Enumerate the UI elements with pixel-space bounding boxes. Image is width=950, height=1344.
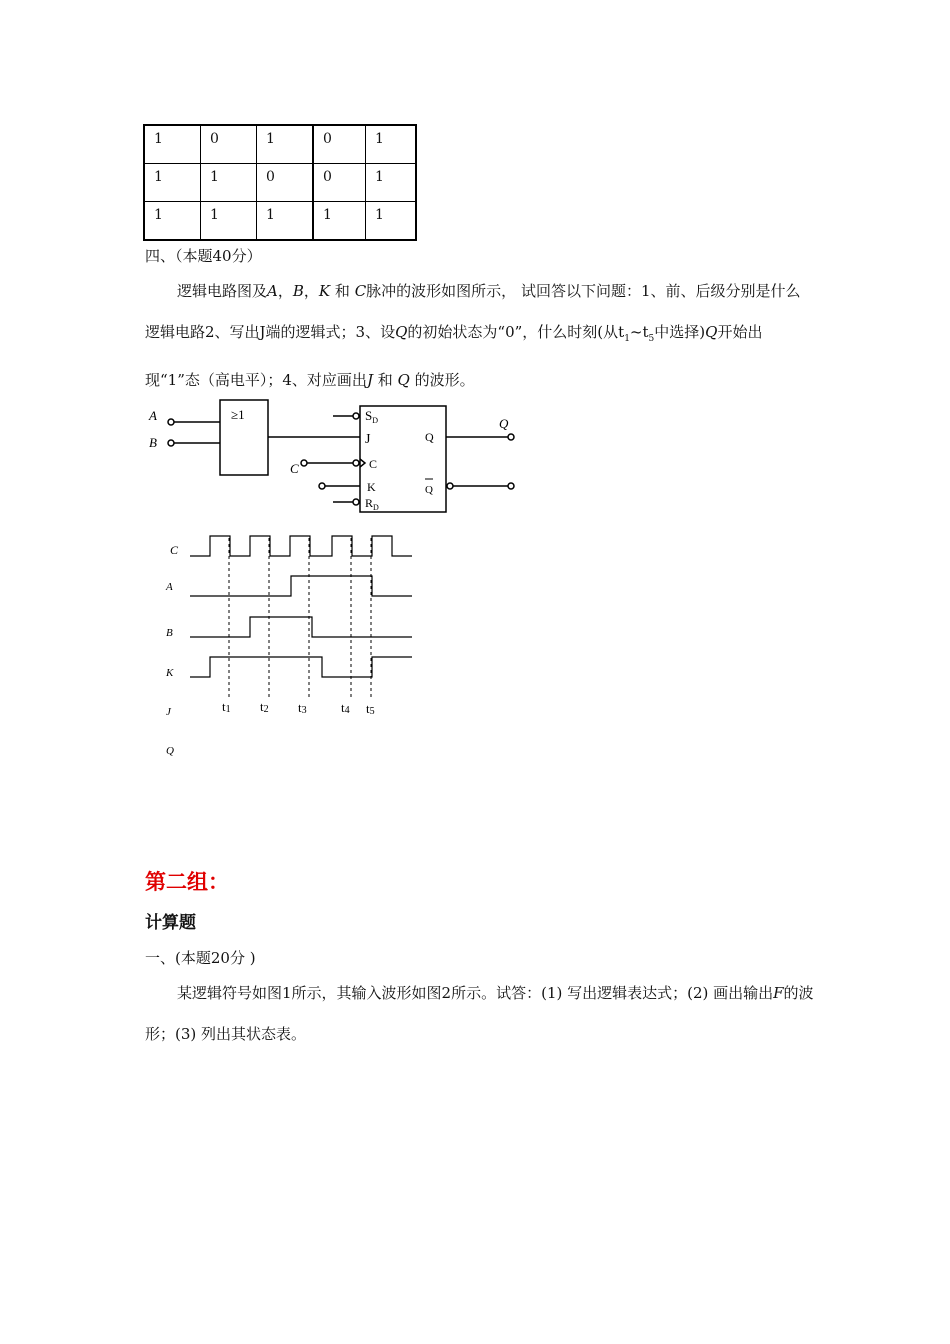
text-run: 脉冲的波形如图所示， 试回答以下问题：1、前、后级分别是什么逻辑电路2、写出J端的逻辑式；3、设: [145, 282, 801, 341]
text-run: 的波形。: [409, 371, 475, 389]
group-2-q1-heading: 一、(本题20分 ): [145, 949, 256, 967]
text-run: 中选择): [654, 323, 706, 341]
label-clock-c: C: [290, 461, 299, 476]
table-cell: 1: [201, 164, 257, 202]
sd-inversion-bubble: [353, 413, 359, 419]
clock-terminal: [301, 460, 307, 466]
text-run: 的初始状态为“0”，什么时刻(从t: [407, 323, 625, 341]
var-q: Q: [705, 323, 718, 341]
or-gate-symbol: ≥1: [231, 407, 245, 422]
table-cell: 0: [313, 164, 366, 202]
table-cell: 1: [366, 125, 417, 164]
var-c: C: [354, 282, 367, 300]
waveform-c: [190, 536, 412, 556]
wave-label-a: A: [166, 581, 173, 593]
subscript-5: 5: [648, 334, 655, 344]
qbar-output-terminal: [508, 483, 514, 489]
group-2-q1-paragraph: [145, 973, 815, 1055]
section-4-paragraph: [145, 271, 815, 401]
table-cell: 1: [366, 202, 417, 241]
qbar-inversion-bubble: [447, 483, 453, 489]
time-label-t1: t1: [222, 699, 231, 715]
label-output-q: Q: [499, 416, 509, 431]
clock-inversion-bubble: [353, 460, 359, 466]
rd-inversion-bubble: [353, 499, 359, 505]
pin-j: J: [365, 432, 371, 447]
var-f: F: [773, 984, 784, 1002]
wave-label-b: B: [166, 627, 173, 639]
time-label-t2: t2: [260, 699, 269, 715]
pin-qbar: Q: [425, 484, 433, 496]
subscript-1: 1: [624, 334, 630, 344]
wave-label-q: Q: [166, 745, 174, 757]
label-b: B: [149, 435, 157, 450]
table-cell: 1: [144, 202, 201, 241]
var-b: B: [292, 282, 304, 300]
table-row: [144, 125, 416, 164]
text-run: ，: [277, 282, 293, 300]
table-cell: 0: [313, 125, 366, 164]
section-4-question: [145, 271, 815, 401]
waveform-a: [190, 576, 412, 596]
q-output-terminal: [508, 434, 514, 440]
pin-c: C: [369, 457, 378, 471]
var-q: Q: [397, 371, 410, 389]
text-run: 某逻辑符号如图1所示，其输入波形如图2所示。试答：(1) 写出逻辑表达式；(2) 画出输出: [177, 984, 774, 1002]
table-cell: 1: [313, 202, 366, 241]
table-cell: 1: [257, 125, 314, 164]
pin-rd: $R_D$: [365, 496, 379, 512]
text-run: 和: [372, 371, 398, 389]
table-cell: 1: [144, 164, 201, 202]
waveform-b: [190, 617, 412, 637]
waveform-k: [190, 657, 412, 677]
logic-circuit-diagram: [140, 395, 530, 520]
var-j: J: [366, 371, 373, 389]
group-2-title: 第二组：: [145, 870, 229, 894]
timing-diagram: [150, 530, 420, 765]
calculation-heading: 计算题: [145, 913, 196, 933]
wave-label-k: K: [166, 667, 174, 679]
table-cell: 1: [144, 125, 201, 164]
var-a: A: [267, 282, 278, 300]
table-cell: 0: [257, 164, 314, 202]
text-run: 和: [330, 282, 355, 300]
pin-q: Q: [425, 430, 434, 444]
text-run: 开始出现“1”态（高电平）；4、对应画出: [145, 323, 763, 389]
text-run: ，: [303, 282, 319, 300]
k-terminal: [319, 483, 325, 489]
text-run: ~t: [629, 323, 649, 341]
table-cell: 1: [257, 202, 314, 241]
section-4-heading: 四、（本题40分）: [145, 247, 262, 265]
input-a-terminal: [168, 419, 174, 425]
label-a: A: [149, 408, 157, 423]
group-2-q1-text: [145, 973, 815, 1055]
table-row: [144, 164, 416, 202]
pin-sd: $S_D$: [365, 408, 379, 425]
table-row: [144, 202, 416, 241]
text-run: 逻辑电路图及: [177, 282, 268, 300]
truth-table-body: [144, 125, 416, 240]
var-k: K: [318, 282, 331, 300]
input-b-terminal: [168, 440, 174, 446]
var-q: Q: [395, 323, 408, 341]
time-label-t4: t4: [341, 700, 350, 716]
time-label-t5: t5: [366, 701, 375, 717]
table-cell: 0: [201, 125, 257, 164]
table-cell: 1: [201, 202, 257, 241]
table-cell: 1: [366, 164, 417, 202]
wave-label-c: C: [170, 543, 179, 557]
text-run: 的波形；(3) 列出其状态表。: [145, 984, 814, 1043]
time-label-t3: t3: [298, 700, 307, 716]
wave-label-j: J: [166, 706, 171, 718]
pin-k: K: [367, 480, 376, 494]
truth-table: [143, 124, 417, 241]
